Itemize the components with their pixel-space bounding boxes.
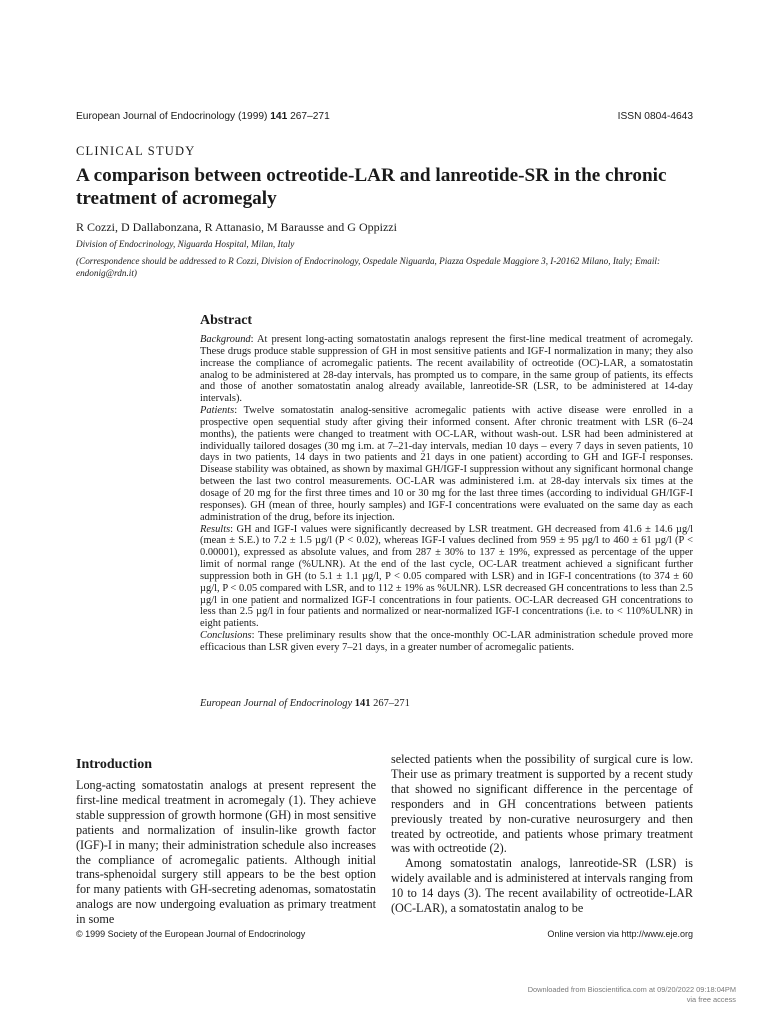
results-label: Results [200,523,231,535]
patients-text: : Twelve somatostatin analog-sensitive acromegalic patients with active disease were enrolled in a prospective open sequential study after giving their informed consent. After chronic treatment with LSR (6–24 months), the patients were changed to treatment with OC-LAR, without wash-out. LSR had been administered at individually tailored dosages (30 mg i.m. at 7–21-day intervals, median 10 days – every 7 days in seven patients, 10 days in two patients, 14 days in two patients and 21 days in one patient) according to GH and IGF-I responses. Disease stability was obtained, as shown by maximal GH/IGF-I suppression without any significant hormonal change between the last two control measurements. OC-LAR was administered i.m. at 28-day intervals six times at the dosage of 20 mg for the first three times and 10 or 30 mg for the last three times (according to individual GH/IGF-I responses). GH (mean of three, hourly samples) and IGF-I concentrations were evaluated on the same day as each administration of the drug, before its injection. [200,405,693,523]
journal-citation-header [76,111,330,122]
access-note: via free access [686,995,736,1004]
section-label: CLINICAL STUDY [76,144,196,158]
copyright-notice: © 1999 Society of the European Journal of Endocrinology [76,929,306,939]
introduction-right-column [391,752,693,916]
background-label: Background [200,334,251,345]
abstract-heading: Abstract [200,313,253,328]
online-version-link[interactable]: Online version via http://www.eje.org [547,929,693,939]
citation-pages: 267–271 [370,698,410,709]
citation-volume: 141 [352,698,371,709]
affiliation: Division of Endocrinology, Niguarda Hospital, Milan, Italy [76,239,295,249]
journal-volume: 141 [270,111,288,122]
journal-pages: 267–271 [287,111,330,122]
conclusions-text: : These preliminary results show that the once-monthly OC-LAR administration schedule proved more efficacious than LSR given every 7–21 days, in a greater number of acromegalic patients. [200,630,693,653]
abstract-background [200,334,693,405]
abstract-conclusions [200,630,693,654]
citation-journal: European Journal of Endocrinology [200,698,353,709]
journal-name: European Journal of Endocrinology (1999) [76,111,271,122]
conclusions-label: Conclusions [200,630,252,642]
abstract-patients [200,405,693,523]
author-list: R Cozzi, D Dallabonzana, R Attanasio, M Barausse and G Oppizzi [76,220,397,234]
download-note-line: Downloaded from Bioscientifica.com at 09/20/2022 09:18:04PM [527,985,736,994]
download-watermark [528,985,736,1005]
patients-label: Patients [200,405,235,417]
correspondence-note: (Correspondence should be addressed to R Cozzi, Division of Endocrinology, Ospedale Niguarda, Piazza Ospedale Maggiore 3, I-20162 Milano, Italy; Email: endonig@rdn.it) [76,256,661,278]
introduction-heading: Introduction [76,757,152,772]
abstract-results [200,524,693,631]
background-text: : At present long-acting somatostatin analogs represent the first-line medical treatment of acromegaly. These drugs produce stable suppression of GH in most sensitive patients and IGF-I normalization in many; they also increase the compliance of acromegalic patients. The recent availability of octreotide (OC)-LAR, a somatostatin analog to be administered at 28-day intervals, has prompted us to compare, in the same group of patients, its effects and those of another somatostatin analog already available, lanreotide-SR (LSR, to be administered at 14-day intervals). [200,334,693,405]
intro-paragraph: selected patients when the possibility of surgical cure is low. Their use as primary treatment is supported by a recent study that showed no significant difference in the percentage of responders and in GH concentrations between patients previously treated by non-curative neurosurgery and then treated by octreotide, and patients whose primary treatment was with octreotide (2). [391,752,693,856]
abstract-citation [200,698,410,709]
introduction-left-column: Long-acting somatostatin analogs at present represent the first-line medical treatment in acromegaly (1). They achieve stable suppression of growth hormone (GH) in most sensitive patients and normalization of insulin-like growth factor (IGF)-I in many; their administration schedule also increases the compliance of acromegalic patients. Although initial trans-sphenoidal surgery still appears to be the best option for many patients with GH-secreting adenomas, somatostatin analogs are now undergoing evaluation as primary treatment in some [76,778,376,927]
article-title: A comparison between octreotide-LAR and lanreotide-SR in the chronic treatment of acromegaly [76,165,667,209]
abstract-body [200,334,693,654]
intro-paragraph: Among somatostatin analogs, lanreotide-SR (LSR) is widely available and is administered at intervals ranging from 10 to 14 days (3). The recent availability of octreotide-LAR (OC-LAR), a somatostatin analog to be [391,856,693,916]
results-text: : GH and IGF-I values were significantly decreased by LSR treatment. GH decreased from 41.6 ± 14.6 µg/l (mean ± S.E.) to 7.2 ± 1.5 µg/l (P < 0.02), whereas IGF-I values declined from 959 ± 95 µg/l to 460 ± 61 µg/l (P < 0.00001), expressed as absolute values, and from 287 ± 30% to 137 ± 19%, expressed as percentage of the upper limit of normal range (%ULNR). At the end of the last cycle, OC-LAR treatment achieved a significant further suppression both in GH (to 5.1 ± 1.1 µg/l, P < 0.05 compared with LSR) and in IGF-I concentrations (to 374 ± 60 µg/l, P < 0.05 compared with LSR, and to 112 ± 19% as %ULNR). LSR decreased GH concentrations to less than 2.5 µg/l in one patient and normalized IGF-I concentrations in four patients. OC-LAR decreased GH concentrations to less than 2.5 µg/l in four patients and normalized or near-normalized IGF-I concentrations (i.e. to < 110%ULNR) in eight patients. [200,523,693,630]
issn: ISSN 0804-4643 [617,111,693,122]
